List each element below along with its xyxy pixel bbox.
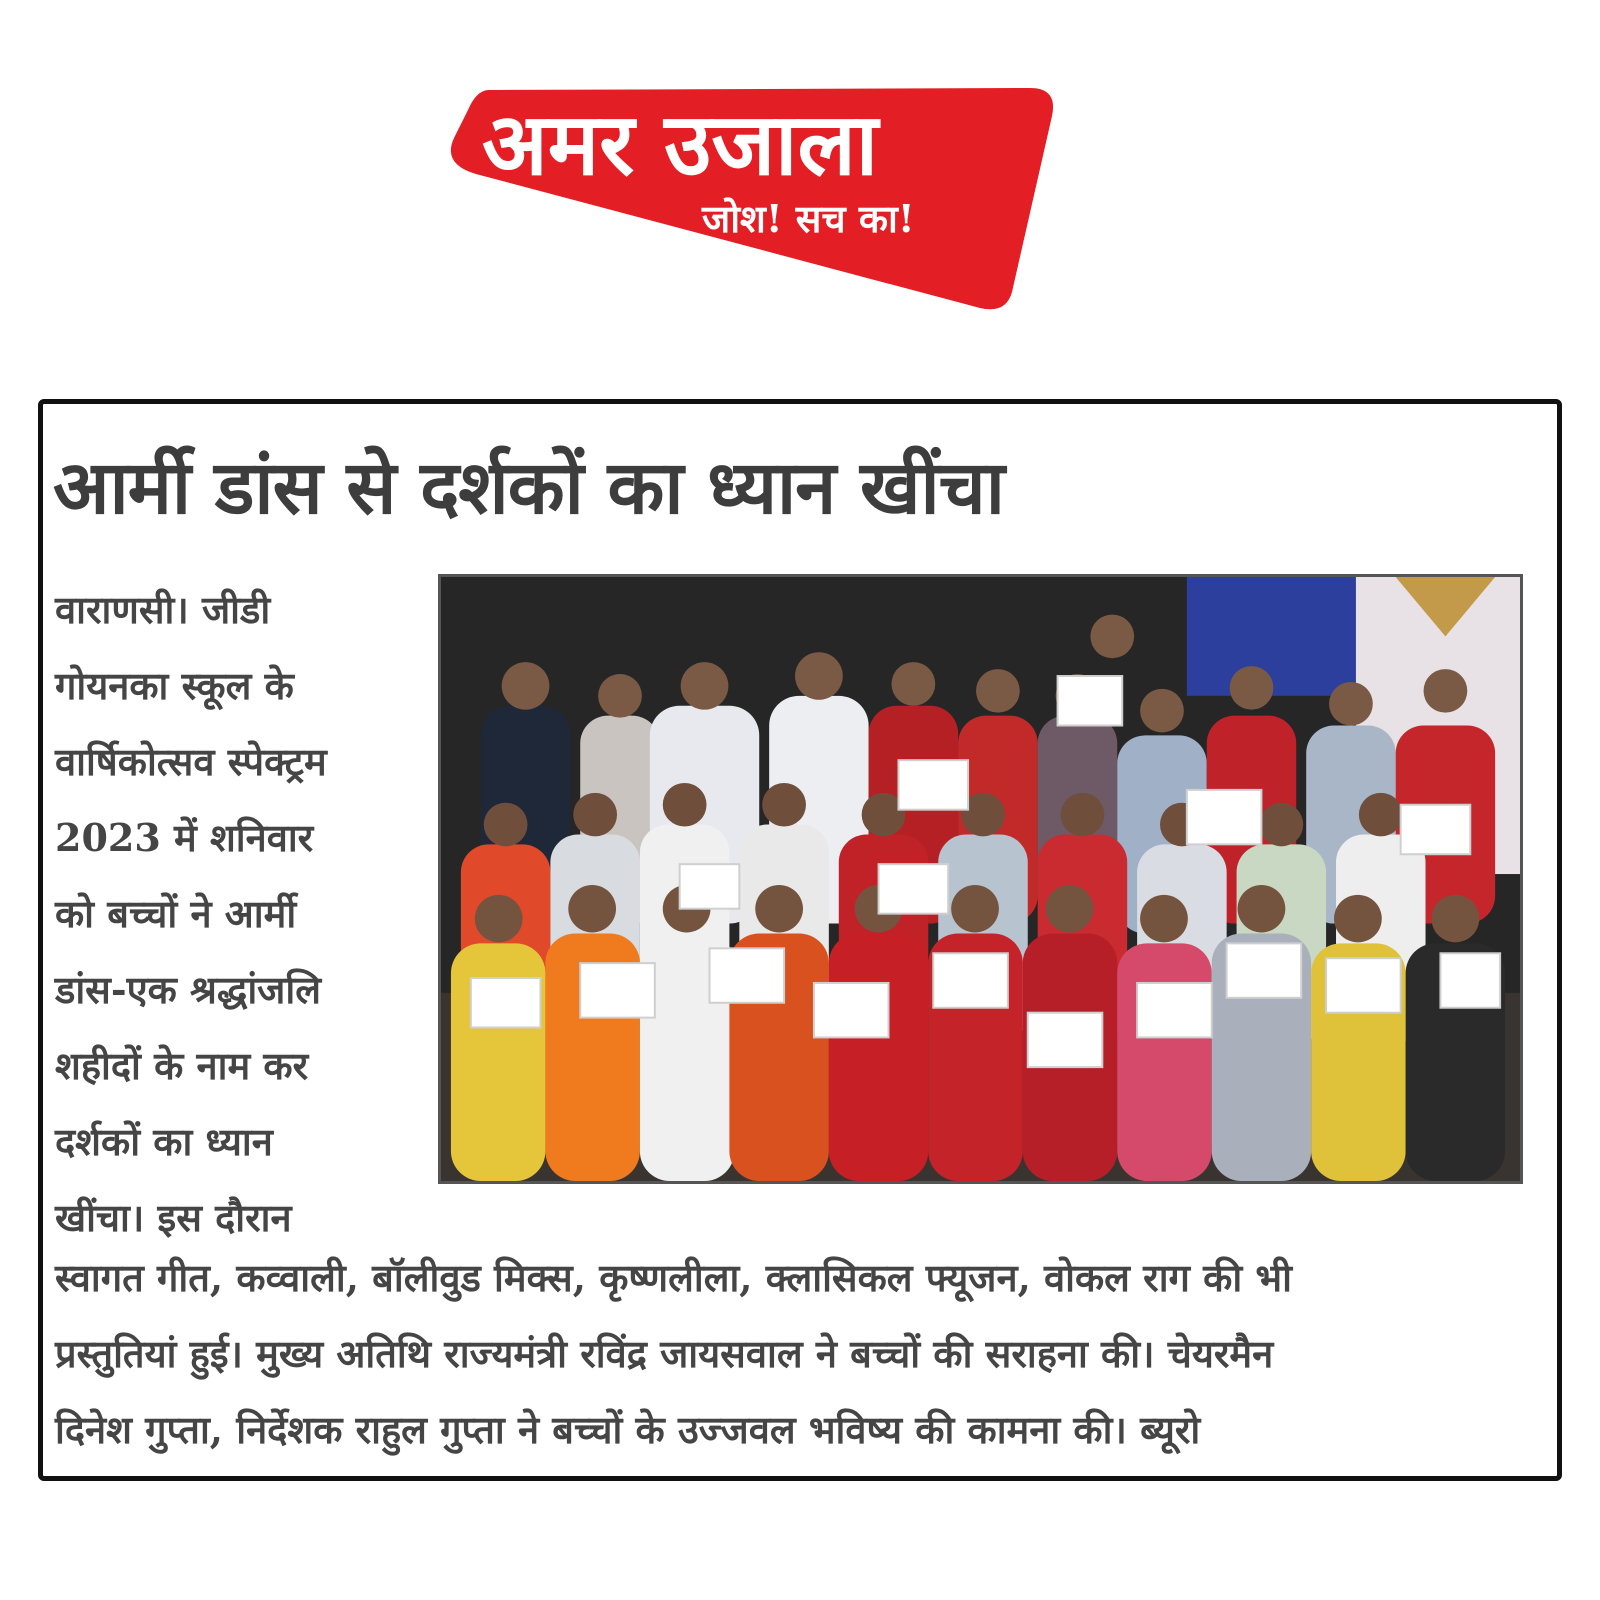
body-line: खींचा। इस दौरान [55,1195,292,1240]
body-line: को बच्चों ने आर्मी [55,891,297,936]
group-photo-icon [441,577,1520,1181]
body-line: डांस-एक श्रद्धांजलि [55,967,321,1012]
logo-title: अमर उजाला [482,95,879,195]
article-body-continued [55,1240,1555,1468]
body-line: प्रस्तुतियां हुई। मुख्य अतिथि राज्यमंत्री रविंद्र जायसवाल ने बच्चों की सराहना की। चेयरमैन [55,1331,1274,1376]
logo-badge [440,82,1090,312]
body-line: गोयनका स्कूल के [55,663,294,708]
news-clipping [38,399,1562,1481]
article-headline: आर्मी डांस से दर्शकों का ध्यान खींचा [53,445,1004,531]
article-body-column [55,572,425,1256]
newspaper-logo [440,82,1090,312]
body-line: 2023 में शनिवार [55,815,314,860]
body-line: वाराणसी। जीडी [55,587,271,632]
body-line: दिनेश गुप्ता, निर्देशक राहुल गुप्ता ने बच्चों के उज्जवल भविष्य की कामना की। ब्यूरो [55,1407,1201,1452]
logo-tagline: जोश! सच का! [702,196,915,241]
article-photo [438,574,1523,1184]
body-line: शहीदों के नाम कर [55,1043,309,1088]
body-line: दर्शकों का ध्यान [55,1119,273,1164]
body-line: वार्षिकोत्सव स्पेक्ट्रम [55,739,327,784]
body-line: स्वागत गीत, कव्वाली, बॉलीवुड मिक्स, कृष्णलीला, क्लासिकल फ्यूजन, वोकल राग की भी [55,1255,1292,1300]
